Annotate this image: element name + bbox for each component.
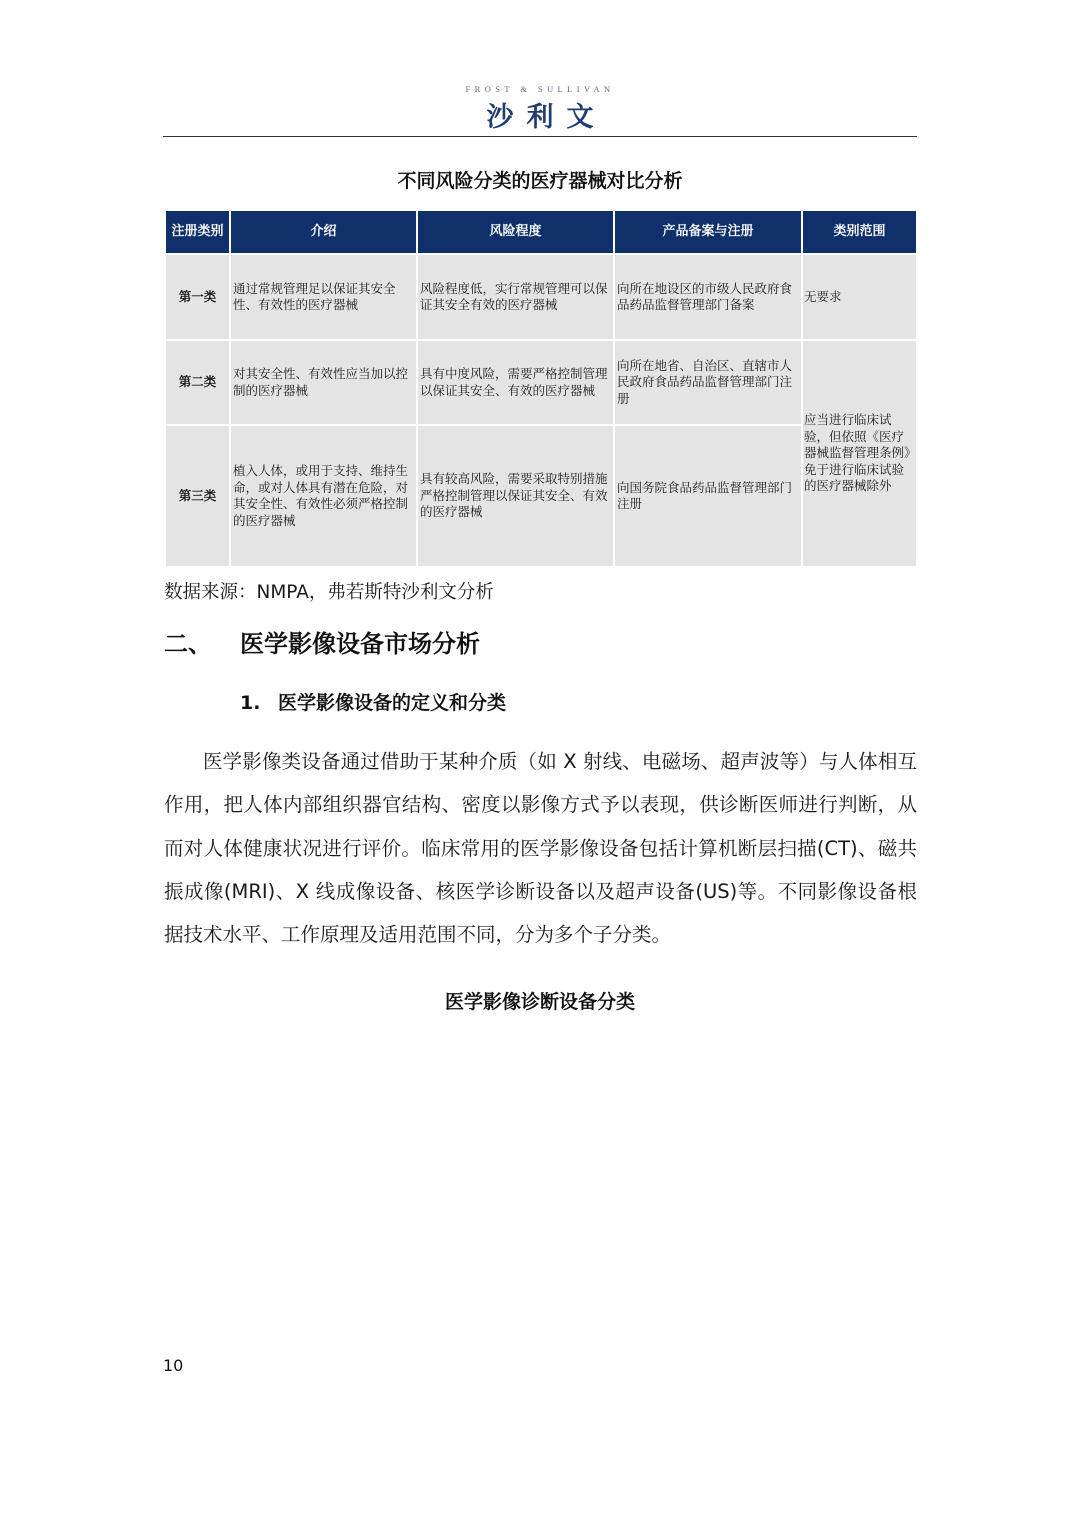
risk-classification-table <box>164 211 918 568</box>
subsection-title: 医学影像设备的定义和分类 <box>278 692 507 714</box>
row-category: 第二类 <box>165 340 230 425</box>
row-category: 第一类 <box>165 254 230 340</box>
row-risk: 风险程度低，实行常规管理可以保证其安全有效的医疗器械 <box>417 254 614 340</box>
table-title: 不同风险分类的医疗器械对比分析 <box>397 170 683 192</box>
row-risk: 具有中度风险，需要严格控制管理以保证其安全、有效的医疗器械 <box>417 340 614 425</box>
row-registration: 向所在地省、自治区、直辖市人民政府食品药品监督管理部门注册 <box>614 340 802 425</box>
section-number: 二、 <box>164 630 212 658</box>
figure-title: 医学影像诊断设备分类 <box>444 991 635 1013</box>
table-header-row <box>165 211 917 254</box>
row-scope-merged: 应当进行临床试验，但依照《医疗器械监督管理条例》免于进行临床试验的医疗器械除外 <box>802 340 917 567</box>
logo-english: FROST & SULLIVAN <box>465 84 615 94</box>
data-source-note: 数据来源：NMPA，弗若斯特沙利文分析 <box>164 582 494 603</box>
row-risk: 具有较高风险，需要采取特别措施严格控制管理以保证其安全、有效的医疗器械 <box>417 425 614 567</box>
section-heading <box>164 624 480 659</box>
body-paragraph: 医学影像类设备通过借助于某种介质（如 X 射线、电磁场、超声波等）与人体相互作用，把人体内部组织器官结构、密度以影像方式予以表现，供诊断医师进行判断，从而对人体健康状况进行评价。临床常用的医学影像设备包括计算机断层扫描(CT)、磁共振成像(MRI)、X 线成像设备、核医学诊断设备以及超声设备(US)等。不同影像设备根据技术水平、工作原理及适用范围不同，分为多个子分类。 <box>164 750 917 947</box>
column-header-scope: 类别范围 <box>802 211 917 254</box>
logo-chinese: 沙利文 <box>486 102 607 133</box>
column-header-intro: 介绍 <box>230 211 417 254</box>
row-scope: 无要求 <box>802 254 917 340</box>
frost-sullivan-logo <box>0 84 1080 134</box>
column-header-registration: 产品备案与注册 <box>614 211 802 254</box>
table-row <box>165 340 917 425</box>
table-row <box>165 254 917 340</box>
row-intro: 通过常规管理足以保证其安全性、有效性的医疗器械 <box>230 254 417 340</box>
page-number: 10 <box>163 1356 184 1375</box>
subsection-heading <box>240 688 506 715</box>
row-registration: 向国务院食品药品监督管理部门注册 <box>614 425 802 567</box>
row-registration: 向所在地设区的市级人民政府食品药品监督管理部门备案 <box>614 254 802 340</box>
row-intro: 植入人体，或用于支持、维持生命，或对人体具有潜在危险，对其安全性、有效性必须严格控制的医疗器械 <box>230 425 417 567</box>
header-divider <box>163 136 917 137</box>
subsection-number: 1. <box>240 692 261 714</box>
section-title: 医学影像设备市场分析 <box>240 630 480 658</box>
row-intro: 对其安全性、有效性应当加以控制的医疗器械 <box>230 340 417 425</box>
column-header-category: 注册类别 <box>165 211 230 254</box>
column-header-risk: 风险程度 <box>417 211 614 254</box>
row-category: 第三类 <box>165 425 230 567</box>
